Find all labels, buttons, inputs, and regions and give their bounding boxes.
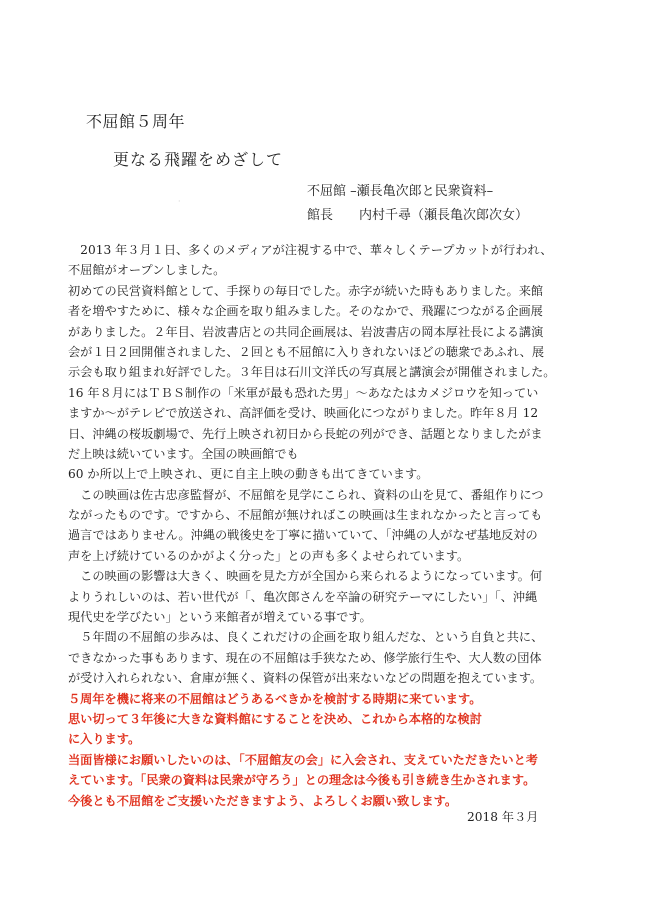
author-organization: 不屈館 –瀬長亀次郎と民衆資料– [307, 184, 494, 199]
document-title: 不屈館５周年 [86, 112, 186, 131]
body-line: 声を上げ続けているのかがよく分った」との声も多くよせられています。 [68, 548, 470, 563]
body-line: この映画の影響は大きく、映画を見た方が全国から来られるようになっています。何 [68, 569, 543, 584]
author-name: 館長 内村千尋（瀬長亀次郎次女） [307, 208, 529, 223]
body-line: 60 か所以上で上映され、更に自主上映の動きも出てきています。 [68, 467, 429, 482]
body-line: ますか～がテレビで放送され、高評価を受け、映画化につながりました。昨年８月 12 [68, 406, 539, 421]
scan-speck: · [178, 197, 181, 206]
body-line: が受け入れられない、倉庫が無く、資料の保管が出来ないなどの問題を抱えています。 [68, 671, 543, 686]
body-line: ５年間の不屈館の歩みは、良くこれだけの企画を取り組んだな、という自負と共に、 [68, 630, 544, 645]
document-date: 2018 年３月 [467, 810, 539, 824]
body-line: よりうれしいのは、若い世代が「、亀次郎さんを卒論の研究テーマにしたい」「、沖縄 [68, 589, 538, 604]
emphasis-line: 思い切って３年後に大きな資料館にすることを決め、これから本格的な検討 [68, 711, 482, 726]
emphasis-line: に入ります。 [68, 732, 141, 747]
emphasis-line: えています。「民衆の資料は民衆が守ろう」との理念は今後も引き続き生かされます。 [68, 773, 536, 788]
body-line: 2013 年３月１日、多くのメディアが注視する中で、華々しくテープカットが行われ、 [68, 243, 553, 257]
body-line: できなかった事もあります、現在の不屈館は手狭なため、修学旅行生や、大人数の団体 [68, 650, 542, 665]
body-line: 者を増やすために、様々な企画を取り組みました。そのなかで、飛躍につながる企画展 [68, 304, 543, 319]
body-line: 会が１日２回開催されました、２回とも不屈館に入りきれないほどの聴衆であふれ、展 [68, 344, 545, 359]
body-line: 初めての民営資料館として、手探りの毎日でした。赤字が続いた時もありました。来館 [68, 283, 544, 298]
document-subtitle: 更なる飛躍をめざして [113, 150, 284, 169]
emphasis-line: ５周年を機に将来の不屈館はどうあるべきかを検討する時期に来ています。 [68, 691, 482, 706]
body-line: がありました。２年目、岩波書店との共同企画展は、岩波書店の岡本厚社長による講演 [68, 324, 544, 339]
body-line: この映画は佐古忠彦監督が、不屈館を見学にこられ、資料の山を見て、番組作りにつ [68, 487, 544, 502]
body-line: 16 年８月にはＴＢＳ制作の「米軍が最も恐れた男」～あなたはカメジロウを知ってい [68, 385, 539, 400]
body-line: 不屈館がオープンしました。 [68, 263, 226, 278]
body-line: だ上映は続いています。全国の映画館でも [68, 446, 299, 461]
body-line: 現代史を学びたい」という来館者が増えている事です。 [68, 610, 372, 625]
body-line: 示会も取り組まれ好評でした。３年目は石川文洋氏の写真展と講演会が開催されました。 [68, 365, 556, 380]
body-line: 過言ではありません。沖縄の戦後史を丁寧に描いていて、「沖縄の人がなぜ基地反対の [68, 528, 538, 543]
emphasis-line: 今後とも不屈館をご支援いただきますよう、よろしくお願い致します。 [68, 793, 458, 808]
body-line: ながったものです。ですから、不屈館が無ければこの映画は生まれなかったと言っても [68, 508, 543, 523]
body-line: 日、沖縄の桜坂劇場で、先行上映され初日から長蛇の列ができ、話題となりましたがま [68, 426, 543, 441]
document-body [68, 240, 608, 811]
emphasis-line: 当面皆様にお願いしたいのは、「不屈館友の会」に入会され、支えていただきたいと考 [68, 752, 538, 767]
